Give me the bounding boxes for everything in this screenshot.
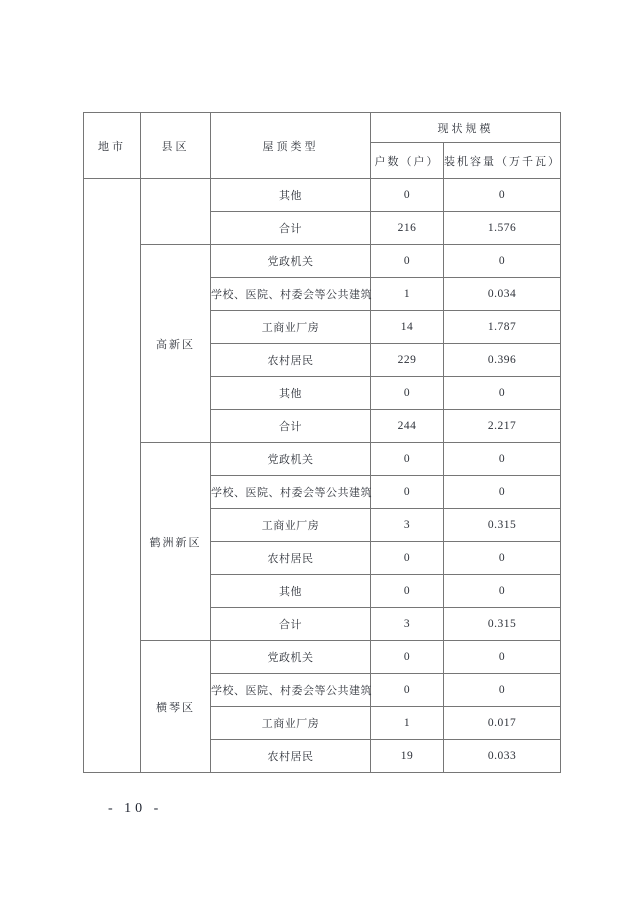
households-cell: 1 — [371, 278, 444, 311]
capacity-cell: 0.315 — [444, 608, 561, 641]
table-row — [84, 443, 561, 476]
rooftop-pv-scale-table — [83, 112, 561, 773]
header-roof-type: 屋顶类型 — [211, 113, 371, 179]
header-city: 地市 — [84, 113, 141, 179]
capacity-cell: 0.017 — [444, 707, 561, 740]
households-cell: 0 — [371, 443, 444, 476]
capacity-cell: 0.396 — [444, 344, 561, 377]
table-header — [84, 113, 561, 179]
households-cell: 0 — [371, 377, 444, 410]
header-row-1 — [84, 113, 561, 143]
header-capacity: 装机容量（万千瓦） — [444, 143, 561, 179]
capacity-cell: 0 — [444, 674, 561, 707]
page-number: - 10 - — [108, 801, 163, 816]
table-row — [84, 245, 561, 278]
table-row — [84, 179, 561, 212]
capacity-cell: 1.576 — [444, 212, 561, 245]
roof-type-cell: 工商业厂房 — [211, 707, 371, 740]
table-body — [84, 179, 561, 773]
roof-type-cell: 其他 — [211, 575, 371, 608]
households-cell: 3 — [371, 509, 444, 542]
table-row — [84, 641, 561, 674]
roof-type-cell: 其他 — [211, 377, 371, 410]
roof-type-cell: 学校、医院、村委会等公共建筑 — [211, 476, 371, 509]
households-cell: 1 — [371, 707, 444, 740]
households-cell: 3 — [371, 608, 444, 641]
roof-type-cell: 党政机关 — [211, 245, 371, 278]
roof-type-cell: 学校、医院、村委会等公共建筑 — [211, 278, 371, 311]
capacity-cell: 0.033 — [444, 740, 561, 773]
capacity-cell: 1.787 — [444, 311, 561, 344]
header-county: 县区 — [141, 113, 211, 179]
roof-type-cell: 其他 — [211, 179, 371, 212]
roof-type-cell: 合计 — [211, 212, 371, 245]
capacity-cell: 0 — [444, 476, 561, 509]
roof-type-cell: 工商业厂房 — [211, 311, 371, 344]
roof-type-cell: 农村居民 — [211, 542, 371, 575]
roof-type-cell: 党政机关 — [211, 443, 371, 476]
roof-type-cell: 党政机关 — [211, 641, 371, 674]
header-households: 户数（户） — [371, 143, 444, 179]
roof-type-cell: 工商业厂房 — [211, 509, 371, 542]
capacity-cell: 0.034 — [444, 278, 561, 311]
households-cell: 14 — [371, 311, 444, 344]
households-cell: 0 — [371, 245, 444, 278]
capacity-cell: 0 — [444, 245, 561, 278]
households-cell: 0 — [371, 542, 444, 575]
roof-type-cell: 农村居民 — [211, 344, 371, 377]
households-cell: 0 — [371, 674, 444, 707]
households-cell: 0 — [371, 641, 444, 674]
county-cell: 高新区 — [141, 245, 211, 443]
households-cell: 19 — [371, 740, 444, 773]
households-cell: 229 — [371, 344, 444, 377]
capacity-cell: 0 — [444, 443, 561, 476]
capacity-cell: 0 — [444, 641, 561, 674]
roof-type-cell: 学校、医院、村委会等公共建筑 — [211, 674, 371, 707]
roof-type-cell: 合计 — [211, 410, 371, 443]
capacity-cell: 0 — [444, 179, 561, 212]
households-cell: 244 — [371, 410, 444, 443]
city-cell — [84, 179, 141, 773]
households-cell: 216 — [371, 212, 444, 245]
county-cell: 鹤洲新区 — [141, 443, 211, 641]
capacity-cell: 0 — [444, 542, 561, 575]
capacity-cell: 2.217 — [444, 410, 561, 443]
households-cell: 0 — [371, 575, 444, 608]
capacity-cell: 0 — [444, 377, 561, 410]
capacity-cell: 0.315 — [444, 509, 561, 542]
roof-type-cell: 合计 — [211, 608, 371, 641]
capacity-cell: 0 — [444, 575, 561, 608]
county-cell: 横琴区 — [141, 641, 211, 773]
header-current-scale: 现状规模 — [371, 113, 561, 143]
roof-type-cell: 农村居民 — [211, 740, 371, 773]
households-cell: 0 — [371, 476, 444, 509]
households-cell: 0 — [371, 179, 444, 212]
county-cell — [141, 179, 211, 245]
